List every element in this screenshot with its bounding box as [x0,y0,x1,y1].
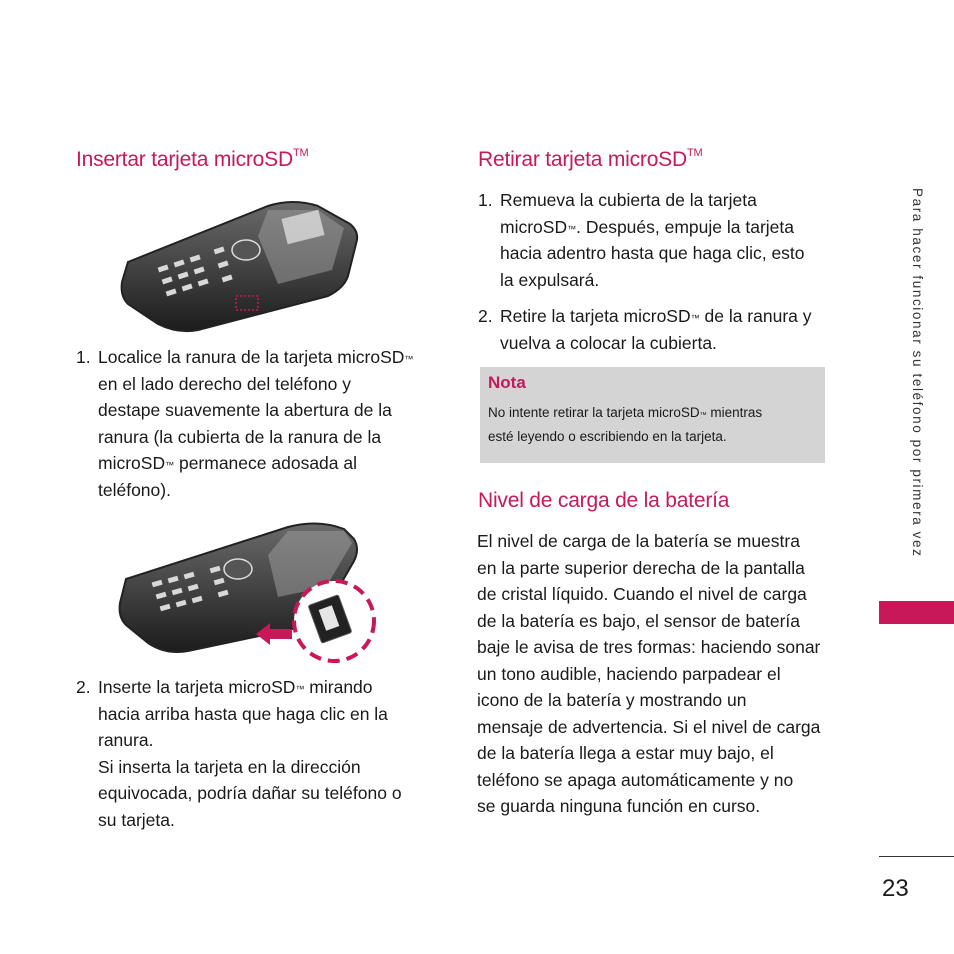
phone-insert-card-figure [118,517,382,667]
section-tab-marker [879,601,954,624]
insert-step-1: 1. Localice la ranura de la tarjeta microSD™ en el lado derecho del teléfono y destape suavemente la abertura de la ranura (la cubierta de la ranura de la microSD™ permanece adosada al teléfono). [76,347,414,500]
remove-step-2: 2. Retire la tarjeta microSD™ de la ranura y vuelva a colocar la cubierta. [478,306,812,353]
heading-remove-microsd: Retirar tarjeta microSD™ [478,147,703,171]
heading-insert-microsd: Insertar tarjeta microSD™ [76,147,309,171]
page-number: 23 [882,875,909,902]
note-title: Nota [488,373,526,392]
insert-step-2: 2. Inserte la tarjeta microSD™ mirando hacia arriba hasta que haga clic en la ranura. Si inserta la tarjeta en la dirección equivocada, podría dañar su teléfono o su tarjeta. [76,677,402,830]
battery-paragraph: El nivel de carga de la batería se muestra en la parte superior derecha de la pantalla de cristal líquido. Cuando el nivel de carga de la batería es bajo, el sensor de batería baje le avisa de tres formas: haciendo sonar un tono audible, haciendo parpadear el icono de la batería y mostrando un mensaje de advertencia. Si el nivel de carga de la batería llega a estar muy bajo, el teléfono se apaga automáticamente y no se guarda ninguna función en curso. [477,531,821,816]
note-body: No intente retirar la tarjeta microSD™ mientras esté leyendo o escribiendo en la tarjeta. [488,405,763,444]
section-side-label: Para hacer funcionar su teléfono por primera vez [910,188,925,558]
heading-battery-level: Nivel de carga de la batería [478,489,730,512]
note-box [480,367,825,463]
remove-step-1: 1. Remueva la cubierta de la tarjeta microSD™. Después, empuje la tarjeta hacia adentro hasta que haga clic, esto la expulsará. [478,190,805,290]
footer-rule [879,856,954,857]
phone-slot-figure [118,192,368,334]
